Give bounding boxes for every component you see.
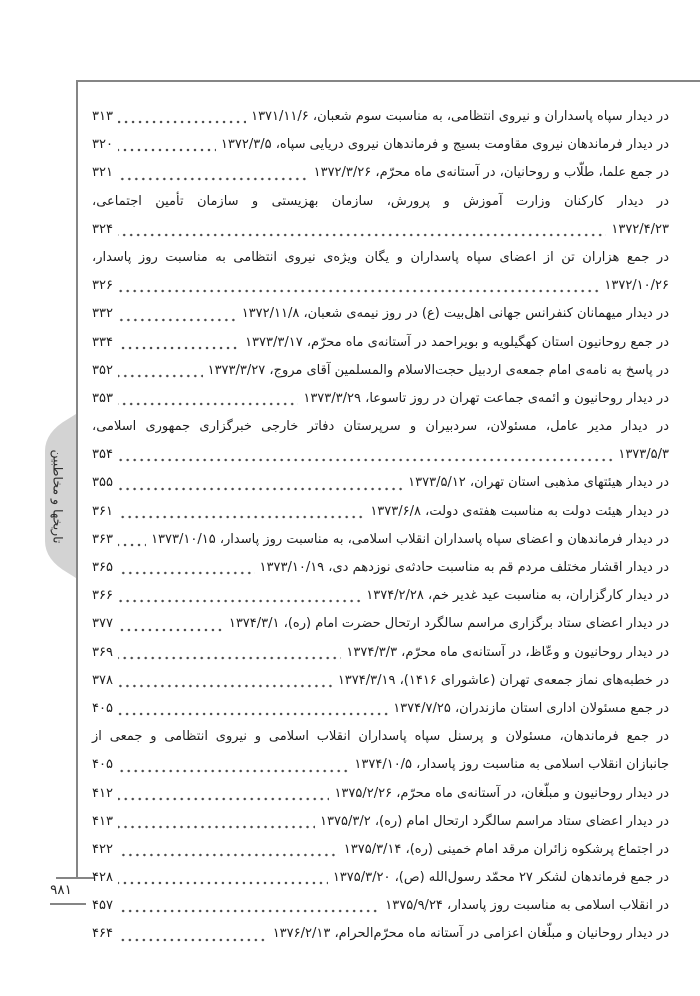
toc-page-number: ۴۲۸ <box>92 870 113 886</box>
toc-page-number: ۳۳۲ <box>92 306 113 322</box>
toc-row <box>92 357 669 385</box>
toc-row <box>92 695 669 723</box>
toc-entry-text: در اجتماع پرشکوه زائران مرقد امام خمینی (ره)، ۱۳۷۵/۳/۱۴ <box>343 841 669 857</box>
dot-leader <box>118 374 203 378</box>
toc-entry-text: در دیدار روحانیان و مبلّغان اعزامی در آستانه ماه محرّم‌الحرام، ۱۳۷۶/۲/۱۳ <box>272 926 669 942</box>
dot-leader <box>118 628 224 632</box>
dot-leader <box>118 177 309 181</box>
toc-entry-text: در دیدار سپاه پاسداران و نیروی انتظامی، به مناسبت سوم شعبان، ۱۳۷۱/۱۱/۶ <box>251 109 669 124</box>
toc-entry-text: در دیدار هیئتهای مذهبی استان تهران، ۱۳۷۳/۵/۱۲ <box>408 475 669 491</box>
toc-page-number: ۳۲۴ <box>92 221 113 237</box>
dot-leader <box>118 797 330 801</box>
toc-page-number: ۳۵۲ <box>92 362 113 378</box>
toc-entry-text: در دیدار کارگزاران، به مناسبت عید غدیر خم، ۱۳۷۴/۲/۲۸ <box>366 588 669 604</box>
dot-leader <box>118 853 339 857</box>
toc-row <box>92 864 669 892</box>
toc-row <box>92 639 669 667</box>
toc-page-number: ۳۷۸ <box>92 672 113 688</box>
toc-page-number: ۴۱۲ <box>92 785 113 801</box>
dot-leader <box>118 684 333 688</box>
toc-page-number: ۳۲۰ <box>92 137 113 153</box>
toc-entry-text: در دیدار مدیر عامل، مسئولان، سردبیران و سرپرستان دفاتر خارجی خبرگزاری جمهوری اسلامی، <box>92 419 669 435</box>
toc-entry-text: در انقلاب اسلامی به مناسبت روز پاسدار، ۱۳۷۵/۹/۲۴ <box>385 898 669 914</box>
toc-page-number: ۳۶۹ <box>92 644 113 660</box>
toc-page-number: ۴۰۵ <box>92 700 113 716</box>
toc-entry-text: در جمع فرماندهان لشکر ۲۷ محمّد رسول‌الله (ص)، ۱۳۷۵/۳/۲۰ <box>332 870 669 886</box>
toc-entry-text: در دیدار اعضای ستاد مراسم سالگرد ارتحال امام (ره)، ۱۳۷۵/۳/۲ <box>320 813 669 829</box>
toc-entry-text: ۱۳۷۲/۱۰/۲۶ <box>604 278 669 294</box>
toc-row <box>92 159 669 187</box>
dot-leader <box>118 599 361 603</box>
toc-entry-text: در دیدار کارکنان وزارت آموزش و پرورش، سازمان بهزیستی و سازمان تأمین اجتماعی، <box>92 193 669 209</box>
toc-entry-text: در دیدار روحانیون و مبلّغان، در آستانه‌ی ماه محرّم، ۱۳۷۵/۲/۲۶ <box>334 785 669 801</box>
toc-row <box>92 244 669 272</box>
toc-row <box>92 329 669 357</box>
toc-entry-text: جانبازان انقلاب اسلامی به مناسبت روز پاسدار، ۱۳۷۴/۱۰/۵ <box>354 757 669 773</box>
toc-row <box>92 554 669 582</box>
toc-page-number: ۳۲۱ <box>92 165 113 181</box>
toc-entry-text: در جمع روحانیون استان کهگیلویه و بویراحمد در آستانه‌ی ماه محرّم، ۱۳۷۳/۳/۱۷ <box>245 334 669 350</box>
toc-row <box>92 413 669 441</box>
toc-row <box>92 892 669 920</box>
dot-leader <box>118 656 341 660</box>
toc-page-number: ۴۵۷ <box>92 898 113 914</box>
dot-leader <box>118 515 365 519</box>
dot-leader <box>118 712 388 716</box>
toc-page-number: ۳۷۷ <box>92 616 113 632</box>
dot-leader <box>118 769 349 773</box>
toc-entry-text: در دیدار فرماندهان و اعضای سپاه پاسداران انقلاب اسلامی، به مناسبت روز پاسدار، ۱۳۷۳/۱۰/۱۵ <box>151 531 669 547</box>
folio-underline <box>50 903 86 905</box>
toc-page-number: ۳۶۳ <box>92 531 113 547</box>
toc-row <box>92 216 669 244</box>
dot-leader <box>118 346 240 350</box>
toc-row <box>92 780 669 808</box>
dot-leader <box>118 289 599 293</box>
toc-row <box>92 272 669 300</box>
toc-row <box>92 723 669 751</box>
dot-leader <box>118 938 268 942</box>
toc-page-number: ۳۶۶ <box>92 588 113 604</box>
toc-row <box>92 920 669 948</box>
toc-page-number: ۳۶۵ <box>92 560 113 575</box>
toc-entry-text: در پاسخ به نامه‌ی امام جمعه‌ی اردبیل حجت‌الاسلام والمسلمین آقای مروج، ۱۳۷۳/۳/۲۷ <box>207 362 669 378</box>
section-tab-label: تاریخها و مخاطبین <box>50 449 65 544</box>
toc-page-number: ۴۰۵ <box>92 757 113 773</box>
toc-page-number: ۳۳۴ <box>92 334 113 350</box>
toc-entry-text: در جمع مسئولان اداری استان مازندران، ۱۳۷۴/۷/۲۵ <box>393 700 669 716</box>
toc-entry-text: در جمع هزاران تن از اعضای سپاه پاسداران و یگان ویژه‌ی نیروی انتظامی به مناسبت روز پاسدار، <box>92 249 669 265</box>
toc-entry-text: در دیدار اقشار مختلف مردم قم به مناسبت حادثه‌ی نوزدهم دی، ۱۳۷۳/۱۰/۱۹ <box>259 560 669 575</box>
toc-entry-text: در دیدار میهمانان کنفرانس جهانی اهل‌بیت (ع) در روز نیمه‌ی شعبان، ۱۳۷۲/۱۱/۸ <box>241 306 669 322</box>
dot-leader <box>118 458 613 462</box>
toc-row <box>92 610 669 638</box>
dot-leader <box>118 148 216 152</box>
toc-row <box>92 469 669 497</box>
dot-leader <box>118 233 606 237</box>
toc-page-number: ۳۲۶ <box>92 278 113 294</box>
toc-row <box>92 188 669 216</box>
toc-row <box>92 441 669 469</box>
toc-row <box>92 300 669 328</box>
toc-page-number: ۳۵۴ <box>92 447 113 463</box>
folio-tick-line <box>56 877 94 879</box>
page-border-top <box>76 80 700 82</box>
toc-page-number: ۴۶۴ <box>92 926 113 942</box>
dot-leader <box>118 487 403 491</box>
toc-page-number: ۳۵۳ <box>92 390 113 406</box>
toc-row <box>92 498 669 526</box>
dot-leader <box>118 543 146 547</box>
dot-leader <box>118 909 380 913</box>
toc-row <box>92 131 669 159</box>
dot-leader <box>118 318 237 322</box>
section-tab <box>39 414 76 578</box>
toc-row <box>92 667 669 695</box>
toc-entry-text: در جمع علما، طلّاب و روحانیان، در آستانه‌ی ماه محرّم، ۱۳۷۲/۳/۲۶ <box>313 165 669 181</box>
toc-row <box>92 836 669 864</box>
toc-row <box>92 582 669 610</box>
toc <box>92 103 669 949</box>
toc-entry-text: در دیدار اعضای ستاد برگزاری مراسم سالگرد ارتحال حضرت امام (ره)، ۱۳۷۴/۳/۱ <box>228 616 669 632</box>
toc-row <box>92 526 669 554</box>
toc-entry-text: در خطبه‌های نماز جمعه‌ی تهران (عاشورای ۱۴۱۶)، ۱۳۷۴/۳/۱۹ <box>337 672 669 688</box>
dot-leader <box>118 881 328 885</box>
toc-entry-text: در دیدار هیئت دولت به مناسبت هفته‌ی دولت، ۱۳۷۳/۶/۸ <box>370 503 669 519</box>
dot-leader <box>118 402 298 406</box>
toc-row <box>92 751 669 779</box>
toc-page-number: ۳۱۳ <box>92 109 113 124</box>
toc-entry-text: در دیدار روحانیون و وعّاظ، در آستانه‌ی ماه محرّم، ۱۳۷۴/۳/۳ <box>346 644 669 660</box>
toc-row <box>92 385 669 413</box>
toc-entry-text: در دیدار فرماندهان نیروی مقاومت بسیج و فرماندهان نیروی دریایی سپاه، ۱۳۷۲/۳/۵ <box>220 137 669 153</box>
dot-leader <box>118 825 315 829</box>
dot-leader <box>118 571 255 575</box>
toc-entry-text: ۱۳۷۲/۴/۲۳ <box>611 221 669 237</box>
toc-entry-text: ۱۳۷۳/۵/۳ <box>618 447 669 463</box>
dot-leader <box>118 120 246 124</box>
toc-row <box>92 808 669 836</box>
toc-row <box>92 103 669 131</box>
folio-page-number: ۹۸۱ <box>50 882 72 898</box>
toc-page-number: ۳۵۵ <box>92 475 113 491</box>
toc-page-number: ۳۶۱ <box>92 503 113 519</box>
toc-entry-text: در دیدار روحانیون و ائمه‌ی جماعت تهران در روز تاسوعا، ۱۳۷۳/۳/۲۹ <box>303 390 669 406</box>
toc-page-number: ۴۱۳ <box>92 813 113 829</box>
toc-page-number: ۴۲۲ <box>92 841 113 857</box>
toc-entry-text: در جمع فرماندهان، مسئولان و پرسنل سپاه پاسداران انقلاب اسلامی و نیروی انتظامی و جمعی از <box>92 729 669 745</box>
